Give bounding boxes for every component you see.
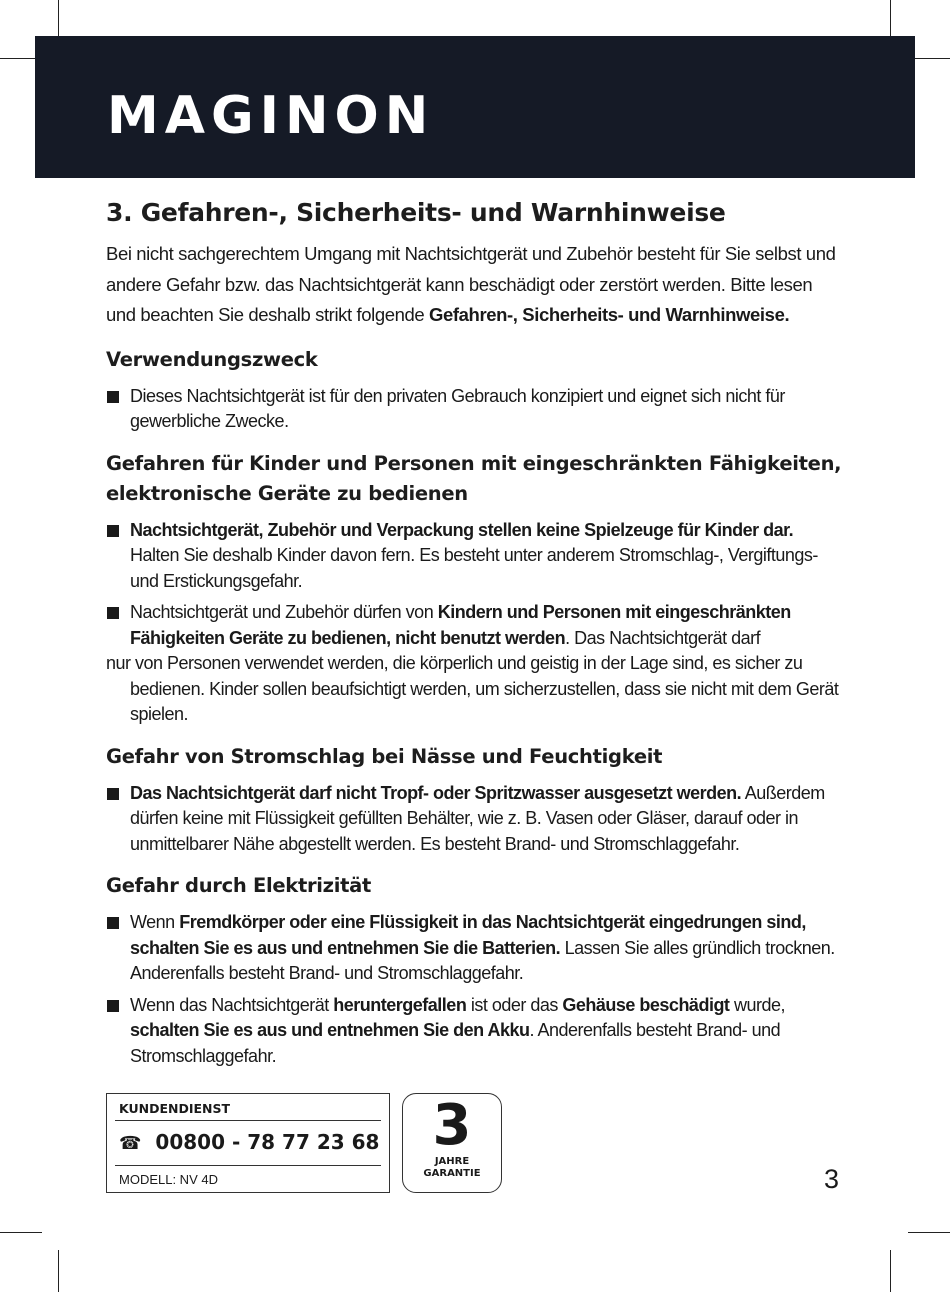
warranty-line1: JAHRE xyxy=(434,1156,470,1167)
service-title: KUNDENDIENST xyxy=(119,1101,231,1116)
bullet-square-icon xyxy=(107,788,119,800)
bullet-square-icon xyxy=(107,607,119,619)
page-title: 3. Gefahren-, Sicherheits- und Warnhinweise xyxy=(106,198,726,227)
section-heading-purpose: Verwendungszweck xyxy=(106,347,318,371)
service-phone: ☎ 00800 - 78 77 23 68 xyxy=(119,1130,380,1154)
section-heading-moisture: Gefahr von Stromschlag bei Nässe und Feuchtigkeit xyxy=(106,744,663,768)
divider xyxy=(115,1165,381,1166)
list-item: Wenn Fremdkörper oder eine Flüssigkeit in das Nachtsichtgerät eingedrungen sind, schalten Sie es aus und entnehmen Sie die Batterien. Lassen Sie alles gründlich trocknen. Anderenfalls besteht Brand- und Stromschlaggefahr. xyxy=(106,910,846,987)
page-number: 3 xyxy=(824,1164,840,1194)
warranty-line2: GARANTIE xyxy=(423,1168,481,1179)
list-item: Wenn das Nachtsichtgerät heruntergefallen ist oder das Gehäuse beschädigt wurde, schalten Sie es aus und entnehmen Sie den Akku. Anderenfalls besteht Brand- und Stromschlaggefahr. xyxy=(106,993,846,1070)
service-box xyxy=(106,1093,390,1193)
bullet-square-icon xyxy=(107,917,119,929)
crop-mark xyxy=(0,1232,42,1233)
brand-header xyxy=(35,36,915,178)
bullet-square-icon xyxy=(107,525,119,537)
warranty-badge xyxy=(402,1093,502,1193)
bullet-square-icon xyxy=(107,391,119,403)
crop-mark xyxy=(58,1250,59,1292)
section-heading-electricity: Gefahr durch Elektrizität xyxy=(106,874,372,897)
brand-logo: MAGINON xyxy=(107,86,435,146)
section-heading-children: Gefahren für Kinder und Personen mit eingeschränkten Fähigkeiten, elektronische Geräte zu bedienen xyxy=(106,451,842,505)
list-item: Dieses Nachtsichtgerät ist für den privaten Gebrauch konzipiert und eignet sich nicht für gewerbliche Zwecke. xyxy=(106,384,846,435)
warranty-years: 3 xyxy=(432,1093,472,1158)
list-item: Nachtsichtgerät und Zubehör dürfen von Kindern und Personen mit eingeschränkten Fähigkeiten Geräte zu bedienen, nicht benutzt werden. Das Nachtsichtgerät darf nur von Personen verwendet werden, die körperlich und geistig in der Lage sind, es sicher zu bedienen. Kinder sollen beaufsichtigt werden, um sicherzustellen, dass sie nicht mit dem Gerät spielen. xyxy=(106,602,839,724)
list-item: Nachtsichtgerät, Zubehör und Verpackung stellen keine Spielzeuge für Kinder dar. Halten Sie deshalb Kinder davon fern. Es besteht unter anderem Stromschlag-, Vergiftungs- und Erstickungsgefahr. xyxy=(106,518,846,595)
main-content xyxy=(106,198,846,1075)
phone-icon: ☎ xyxy=(119,1133,142,1154)
crop-mark xyxy=(908,1232,950,1233)
intro-paragraph: Bei nicht sachgerechtem Umgang mit Nachtsichtgerät und Zubehör besteht für Sie selbst und andere Gefahr bzw. das Nachtsichtgerät kann beschädigt oder zerstört werden. Bitte lesen und beachten Sie deshalb strikt folgende Gefahren-, Sicherheits- und Warnhinweise. xyxy=(106,243,836,325)
list-item: Das Nachtsichtgerät darf nicht Tropf- oder Spritzwasser ausgesetzt werden. Außerdem dürfen keine mit Flüssigkeit gefüllten Behälter, wie z. B. Vasen oder Gläser, darauf oder in unmittelbarer Nähe abgestellt werden. Es besteht Brand- und Stromschlaggefahr. xyxy=(106,781,846,858)
divider xyxy=(115,1120,381,1121)
model-label: MODELL: NV 4D xyxy=(119,1172,218,1187)
bullet-square-icon xyxy=(107,1000,119,1012)
crop-mark xyxy=(890,1250,891,1292)
